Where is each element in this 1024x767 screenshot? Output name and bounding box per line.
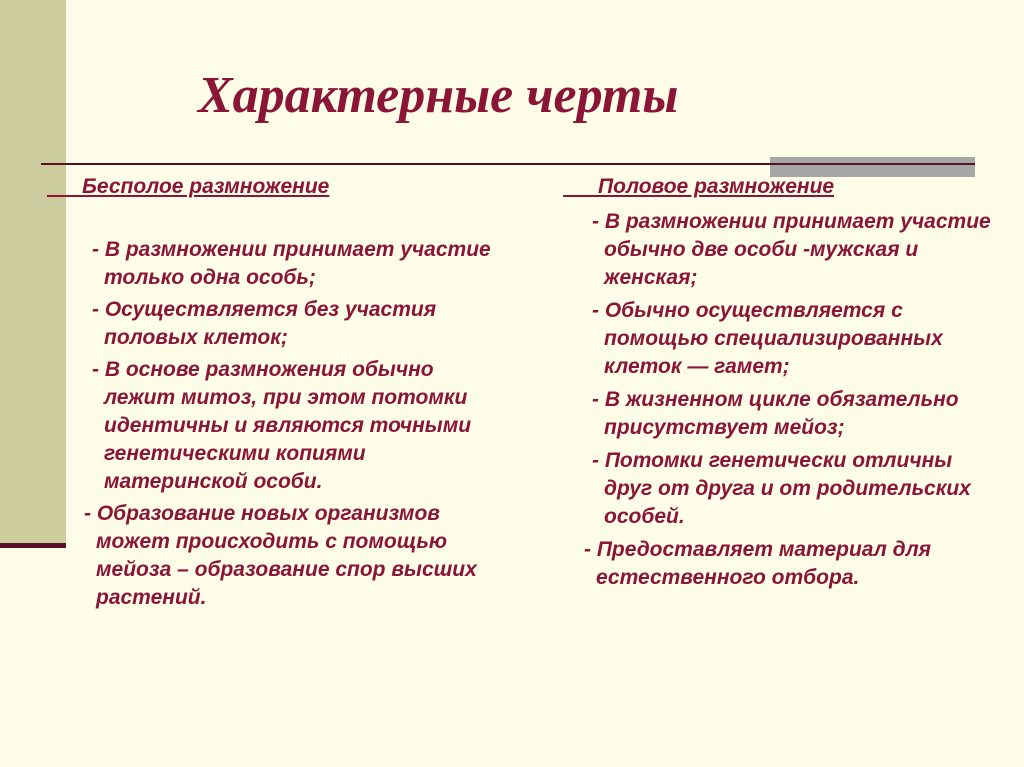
- left-column-heading: Бесполое размножение: [82, 175, 330, 198]
- slide-title: Характерные черты: [198, 67, 679, 124]
- list-item: - Осуществляется без участия половых клеток;: [92, 298, 437, 349]
- list-item: - Образование новых организмов может происходить с помощью мейоза – образование спор высших растений.: [84, 502, 477, 609]
- sexual-reproduction-list: [586, 208, 1006, 597]
- right-column-heading: Половое размножение: [598, 175, 835, 198]
- list-item: - В размножении принимает участие только одна особь;: [92, 238, 491, 289]
- left-decorative-bar: [0, 0, 66, 545]
- list-item: - Предоставляет материал для естественного отбора.: [584, 538, 932, 589]
- asexual-reproduction-list: [86, 236, 506, 616]
- list-item: - В жизненном цикле обязательно присутствует мейоз;: [592, 388, 959, 439]
- list-item: - Потомки генетически отличны друг от друга и от родительских особей.: [592, 449, 971, 528]
- left-decorative-rule: [0, 543, 66, 548]
- list-item: - В размножении принимает участие обычно две особи -мужская и женская;: [592, 210, 991, 289]
- list-item: - В основе размножения обычно лежит митоз, при этом потомки идентичны и являются точными генетическими копиями материнской особи.: [92, 358, 472, 493]
- accent-bar: [770, 157, 975, 177]
- list-item: - Обычно осуществляется с помощью специализированных клеток — гамет;: [592, 299, 943, 378]
